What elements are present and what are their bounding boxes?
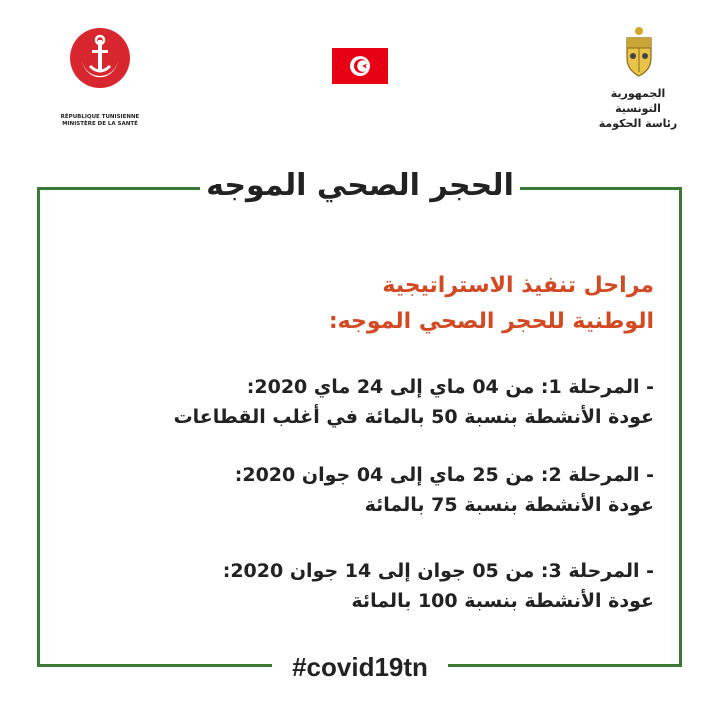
ministry-name [40, 114, 160, 128]
phase-1-detail: عودة الأنشطة بنسبة 50 بالمائة في أغلب القطاعات [173, 406, 654, 428]
ministry-line-2: MINISTÈRE DE LA SANTÉ [62, 121, 138, 127]
phase-2-range: - المرحلة 2: من 25 ماي إلى 04 جوان 2020: [234, 464, 654, 486]
government-line-2: رئاسة الحكومة [598, 117, 678, 130]
strategy-heading-line-2: الوطنية للحجر الصحي الموجه: [328, 309, 654, 334]
tunisia-flag [332, 48, 388, 84]
phase-2 [74, 460, 654, 520]
phase-1-range: - المرحلة 1: من 04 ماي إلى 24 ماي 2020: [246, 376, 654, 398]
tunisia-coat-of-arms-icon [624, 26, 654, 78]
government-name [588, 86, 688, 131]
ministry-logo [40, 26, 160, 136]
phase-3-range: - المرحلة 3: من 05 جوان إلى 14 جوان 2020: [222, 560, 654, 582]
ministry-anchor-crescent-icon [68, 26, 132, 90]
phase-3-detail: عودة الأنشطة بنسبة 100 بالمائة [351, 590, 654, 612]
hashtag: #covid19tn [272, 650, 448, 684]
strategy-heading-line-1: مراحل تنفيذ الاستراتيجية [382, 273, 654, 298]
ministry-line-1: RÉPUBLIQUE TUNISIENNE [60, 114, 140, 120]
strategy-heading [94, 268, 654, 340]
phase-3 [74, 556, 654, 616]
phase-1 [74, 372, 654, 432]
government-logo [588, 26, 688, 130]
tunisia-flag-icon [332, 48, 388, 84]
header [0, 0, 720, 150]
phase-2-detail: عودة الأنشطة بنسبة 75 بالمائة [364, 494, 654, 516]
page-title: الحجر الصحي الموجه [200, 166, 520, 206]
government-line-1: الجمهورية التونسية [610, 87, 666, 115]
